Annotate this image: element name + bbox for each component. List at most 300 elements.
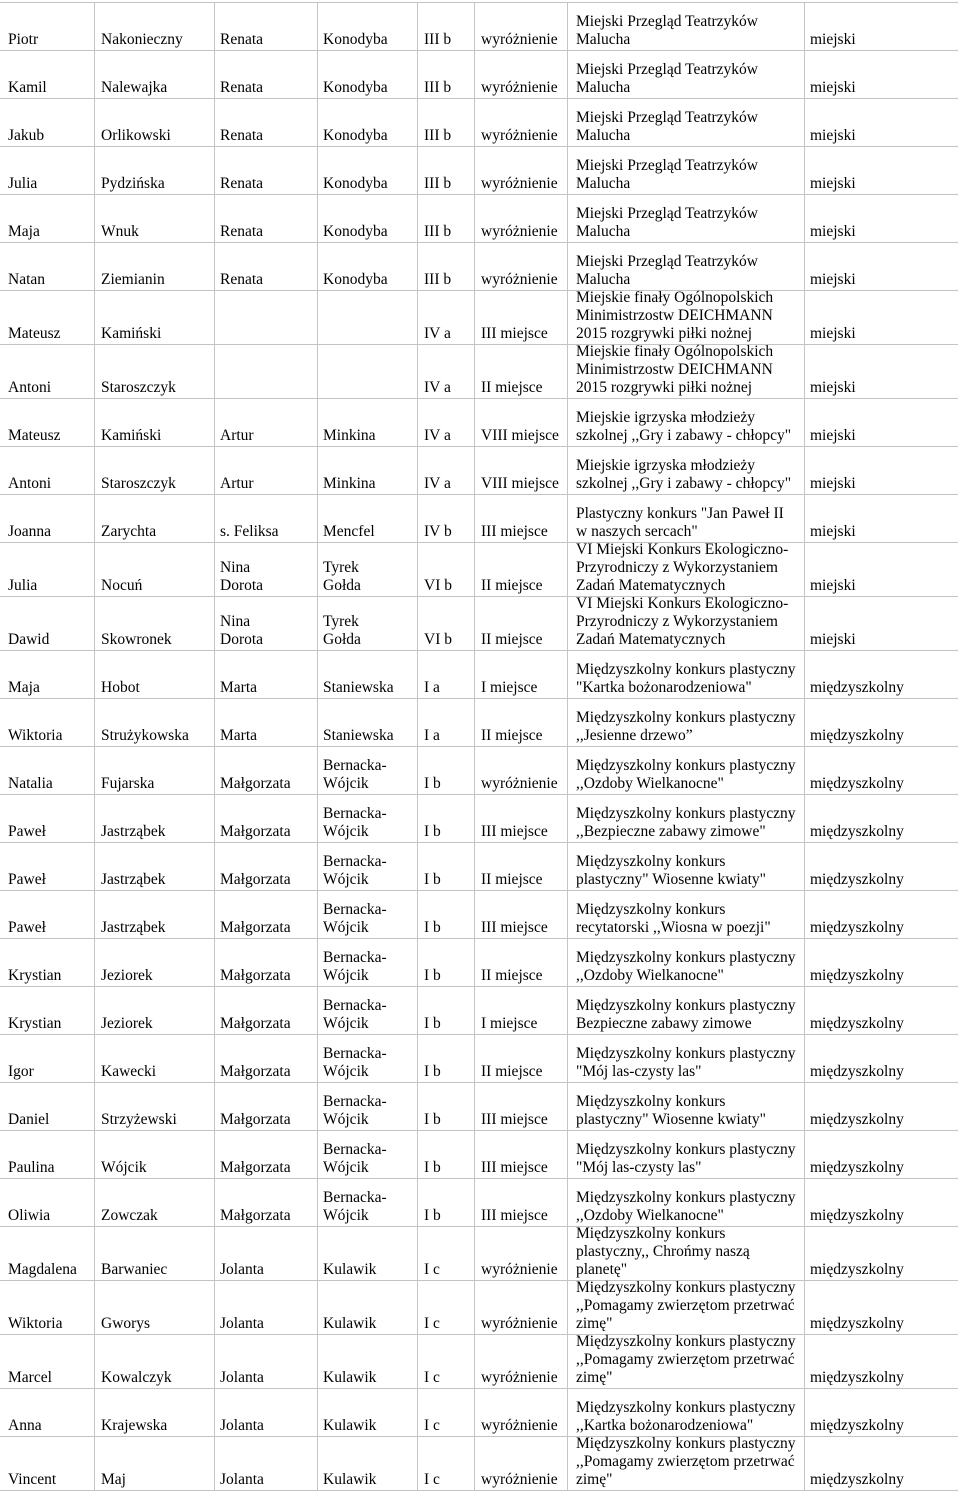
student-last-name-cell [95,1281,215,1334]
result-cell [475,243,568,290]
competition-cell [568,1083,805,1130]
teacher-last-name-text: Bernacka- [323,805,387,822]
competition-cell [568,99,805,146]
level-text: międzyszkolny [810,775,904,792]
result-text: II miejsce [481,1063,543,1080]
result-cell [475,1083,568,1130]
result-text: wyróżnienie [481,175,558,192]
table-row [0,291,958,345]
table-row [0,1335,958,1389]
teacher-first-name-text: Małgorzata [220,775,291,792]
teacher-last-name-text: Tyrek [323,613,359,630]
student-first-name-cell [0,1179,95,1226]
teacher-last-name-text: Wójcik [323,1159,369,1176]
teacher-last-name-cell [318,1389,418,1436]
teacher-last-name-text: Wójcik [323,1111,369,1128]
table-row [0,543,958,597]
competition-text: ,,Pomagamy zwierzętom przetrwać [576,1351,795,1368]
table-row [0,1035,958,1083]
competition-text: plastyczny" Wiosenne kwiaty" [576,1111,766,1128]
teacher-last-name-text: Gołda [323,577,361,594]
competition-cell [568,1227,805,1280]
teacher-last-name-cell [318,651,418,698]
competition-cell [568,1179,805,1226]
competition-text: recytatorski ,,Wiosna w poezji" [576,919,771,936]
class-cell [418,3,475,50]
competition-text: Przyrodniczy z Wykorzystaniem [576,559,778,576]
competition-text: ,,Jesienne drzewo” [576,727,693,744]
result-text: II miejsce [481,967,543,984]
student-first-name-cell [0,987,95,1034]
teacher-first-name-text: Małgorzata [220,1207,291,1224]
class-cell [418,891,475,938]
result-text: III miejsce [481,1207,548,1224]
class-text: I b [424,919,441,936]
competition-text: Międzyszkolny konkurs [576,1225,726,1242]
student-first-name-text: Paweł [8,871,46,888]
student-last-name-cell [95,843,215,890]
class-cell [418,243,475,290]
table-row [0,243,958,291]
student-first-name-text: Natan [8,271,46,288]
result-cell [475,1179,568,1226]
result-cell [475,891,568,938]
student-last-name-cell [95,99,215,146]
competition-text: Międzyszkolny konkurs plastyczny [576,757,796,774]
level-text: międzyszkolny [810,919,904,936]
class-text: VI b [424,577,452,594]
teacher-first-name-text: Jolanta [220,1261,264,1278]
teacher-last-name-cell [318,51,418,98]
teacher-last-name-cell [318,1035,418,1082]
student-last-name-cell [95,939,215,986]
teacher-last-name-text: Wójcik [323,871,369,888]
class-text: I b [424,967,441,984]
student-first-name-text: Magdalena [8,1261,77,1278]
level-text: miejski [810,271,856,288]
competition-text: Przyrodniczy z Wykorzystaniem [576,613,778,630]
teacher-first-name-text: Artur [220,475,254,492]
table-row [0,795,958,843]
teacher-last-name-cell [318,597,418,650]
result-cell [475,939,568,986]
student-last-name-text: Nalewajka [101,79,168,96]
student-last-name-text: Staroszczyk [101,475,176,492]
level-text: miejski [810,523,856,540]
teacher-first-name-cell [215,291,318,344]
teacher-last-name-cell [318,99,418,146]
class-text: I b [424,871,441,888]
competition-cell [568,843,805,890]
student-first-name-text: Daniel [8,1111,50,1128]
level-cell [805,597,958,650]
teacher-first-name-cell [215,495,318,542]
level-text: międzyszkolny [810,1111,904,1128]
result-cell [475,1035,568,1082]
teacher-first-name-cell [215,987,318,1034]
competition-text: Miejskie igrzyska młodzieży [576,457,756,474]
student-last-name-cell [95,399,215,446]
class-text: I a [424,727,440,744]
student-last-name-text: Staroszczyk [101,379,176,396]
competition-cell [568,1281,805,1334]
teacher-first-name-cell [215,939,318,986]
teacher-last-name-cell [318,843,418,890]
table-row [0,987,958,1035]
result-cell [475,3,568,50]
table-row [0,1179,958,1227]
student-first-name-cell [0,399,95,446]
student-last-name-text: Strużykowska [101,727,189,744]
student-last-name-cell [95,1437,215,1490]
student-first-name-cell [0,1335,95,1388]
student-first-name-text: Dawid [8,631,50,648]
teacher-last-name-cell [318,1335,418,1388]
level-text: międzyszkolny [810,1369,904,1386]
class-cell [418,1035,475,1082]
teacher-last-name-cell [318,891,418,938]
class-cell [418,1281,475,1334]
teacher-first-name-cell [215,1437,318,1490]
teacher-first-name-cell [215,843,318,890]
student-last-name-cell [95,1389,215,1436]
result-text: wyróżnienie [481,79,558,96]
result-cell [475,1281,568,1334]
result-text: VIII miejsce [481,427,559,444]
teacher-first-name-text: Małgorzata [220,1159,291,1176]
student-last-name-text: Nocuń [101,577,143,594]
level-cell [805,699,958,746]
teacher-first-name-cell [215,3,318,50]
level-text: międzyszkolny [810,1315,904,1332]
competition-text: Miejski Przegląd Teatrzyków [576,205,758,222]
class-cell [418,939,475,986]
student-last-name-cell [95,447,215,494]
result-cell [475,195,568,242]
student-last-name-cell [95,243,215,290]
level-cell [805,1281,958,1334]
table-row [0,51,958,99]
teacher-first-name-cell [215,51,318,98]
level-text: międzyszkolny [810,1159,904,1176]
student-first-name-cell [0,243,95,290]
competition-text: Międzyszkolny konkurs plastyczny [576,1399,796,1416]
result-text: wyróżnienie [481,775,558,792]
result-cell [475,699,568,746]
result-cell [475,1335,568,1388]
class-text: IV a [424,475,451,492]
result-text: III miejsce [481,1111,548,1128]
student-last-name-cell [95,891,215,938]
teacher-first-name-text: s. Feliksa [220,523,279,540]
class-cell [418,747,475,794]
class-text: I c [424,1471,440,1488]
competition-cell [568,51,805,98]
level-text: miejski [810,175,856,192]
teacher-last-name-cell [318,1227,418,1280]
teacher-last-name-cell [318,795,418,842]
student-last-name-cell [95,51,215,98]
competition-cell [568,795,805,842]
teacher-first-name-cell [215,651,318,698]
teacher-first-name-cell [215,1389,318,1436]
class-cell [418,495,475,542]
result-text: III miejsce [481,325,548,342]
student-first-name-cell [0,345,95,398]
teacher-last-name-cell [318,399,418,446]
student-first-name-cell [0,747,95,794]
competition-text: ,,Ozdoby Wielkanocne" [576,967,724,984]
competition-text: Zadań Matematycznych [576,631,726,648]
class-cell [418,99,475,146]
class-cell [418,147,475,194]
result-cell [475,987,568,1034]
result-cell [475,1389,568,1436]
student-last-name-text: Jastrząbek [101,871,166,888]
class-text: I c [424,1417,440,1434]
teacher-last-name-text: Minkina [323,427,376,444]
class-text: III b [424,271,452,288]
table-row [0,699,958,747]
level-cell [805,1437,958,1490]
teacher-last-name-text: Kulawik [323,1315,377,1332]
class-cell [418,195,475,242]
level-cell [805,891,958,938]
competition-text: 2015 rozgrywki piłki nożnej [576,379,753,396]
result-cell [475,747,568,794]
student-last-name-text: Barwaniec [101,1261,168,1278]
student-last-name-cell [95,699,215,746]
teacher-last-name-text: Staniewska [323,727,394,744]
teacher-last-name-text: Kulawik [323,1417,377,1434]
competition-cell [568,1437,805,1490]
student-first-name-text: Antoni [8,379,52,396]
teacher-last-name-cell [318,447,418,494]
class-cell [418,1083,475,1130]
level-cell [805,543,958,596]
level-cell [805,399,958,446]
level-cell [805,1227,958,1280]
class-text: I b [424,1111,441,1128]
teacher-first-name-text: Małgorzata [220,1111,291,1128]
student-last-name-cell [95,1227,215,1280]
competition-cell [568,1131,805,1178]
competition-text: Bezpieczne zabawy zimowe [576,1015,752,1032]
student-first-name-cell [0,51,95,98]
competition-text: "Mój las-czysty las" [576,1063,702,1080]
student-last-name-text: Hobot [101,679,140,696]
student-first-name-cell [0,1083,95,1130]
class-text: IV a [424,427,451,444]
class-cell [418,1335,475,1388]
teacher-last-name-cell [318,1281,418,1334]
table-row [0,345,958,399]
teacher-first-name-text: Marta [220,679,258,696]
class-text: IV a [424,325,451,342]
teacher-last-name-text: Bernacka- [323,949,387,966]
teacher-last-name-cell [318,747,418,794]
competition-text: Międzyszkolny konkurs [576,1093,726,1110]
class-cell [418,345,475,398]
teacher-first-name-text: Małgorzata [220,967,291,984]
table-row [0,939,958,987]
result-text: wyróżnienie [481,31,558,48]
student-last-name-cell [95,1335,215,1388]
competition-text: planetę" [576,1261,628,1278]
competition-text: Miejski Przegląd Teatrzyków [576,109,758,126]
level-text: miejski [810,31,856,48]
class-text: VI b [424,631,452,648]
class-text: IV a [424,379,451,396]
level-text: miejski [810,475,856,492]
level-cell [805,195,958,242]
competition-text: ,,Ozdoby Wielkanocne" [576,1207,724,1224]
class-cell [418,651,475,698]
result-text: I miejsce [481,1015,538,1032]
teacher-first-name-text: Renata [220,79,264,96]
teacher-first-name-cell [215,1335,318,1388]
student-last-name-text: Zowczak [101,1207,158,1224]
competition-text: Międzyszkolny konkurs plastyczny [576,949,796,966]
level-cell [805,51,958,98]
class-cell [418,291,475,344]
competition-text: Międzyszkolny konkurs plastyczny [576,1189,796,1206]
class-text: I c [424,1315,440,1332]
teacher-first-name-cell [215,1035,318,1082]
teacher-last-name-text: Minkina [323,475,376,492]
teacher-last-name-cell [318,1179,418,1226]
level-cell [805,1035,958,1082]
level-text: międzyszkolny [810,1417,904,1434]
result-text: I miejsce [481,679,538,696]
competition-text: Malucha [576,31,631,48]
level-text: miejski [810,631,856,648]
level-cell [805,1335,958,1388]
result-cell [475,291,568,344]
table-row [0,597,958,651]
teacher-last-name-text: Bernacka- [323,1189,387,1206]
result-text: wyróżnienie [481,1471,558,1488]
student-first-name-cell [0,699,95,746]
teacher-first-name-text: Renata [220,175,264,192]
competition-text: Międzyszkolny konkurs plastyczny [576,709,796,726]
level-cell [805,291,958,344]
student-last-name-cell [95,345,215,398]
competition-text: plastyczny" Wiosenne kwiaty" [576,871,766,888]
level-text: miejski [810,127,856,144]
result-cell [475,651,568,698]
class-text: III b [424,127,452,144]
result-text: VIII miejsce [481,475,559,492]
competition-text: Plastyczny konkurs "Jan Paweł II [576,505,784,522]
teacher-first-name-text: Jolanta [220,1369,264,1386]
student-first-name-text: Maja [8,679,40,696]
teacher-first-name-text: Małgorzata [220,823,291,840]
teacher-last-name-cell [318,543,418,596]
student-first-name-text: Kamil [8,79,47,96]
level-text: miejski [810,223,856,240]
teacher-first-name-cell [215,1179,318,1226]
level-cell [805,147,958,194]
competition-text: "Kartka bożonarodzeniowa" [576,679,752,696]
teacher-first-name-text: Dorota [220,577,264,594]
teacher-first-name-cell [215,891,318,938]
competition-cell [568,1035,805,1082]
competition-cell [568,495,805,542]
result-text: wyróżnienie [481,1369,558,1386]
level-cell [805,1131,958,1178]
level-cell [805,1389,958,1436]
table-row [0,1389,958,1437]
result-cell [475,1131,568,1178]
competition-text: Międzyszkolny konkurs plastyczny [576,997,796,1014]
competition-text: Międzyszkolny konkurs plastyczny [576,661,796,678]
competition-text: plastyczny,, Chrońmy naszą [576,1243,750,1260]
teacher-last-name-text: Kulawik [323,1471,377,1488]
class-cell [418,1179,475,1226]
results-table [0,2,958,1491]
teacher-last-name-cell [318,699,418,746]
competition-cell [568,291,805,344]
student-first-name-cell [0,291,95,344]
level-text: międzyszkolny [810,1207,904,1224]
teacher-last-name-text: Kulawik [323,1369,377,1386]
student-last-name-cell [95,543,215,596]
teacher-last-name-text: Wójcik [323,919,369,936]
class-cell [418,597,475,650]
class-cell [418,543,475,596]
competition-cell [568,987,805,1034]
competition-cell [568,195,805,242]
student-last-name-text: Jastrząbek [101,919,166,936]
student-last-name-cell [95,597,215,650]
class-text: III b [424,223,452,240]
student-last-name-text: Kowalczyk [101,1369,172,1386]
level-cell [805,495,958,542]
level-text: międzyszkolny [810,1015,904,1032]
table-row [0,399,958,447]
student-first-name-cell [0,891,95,938]
student-first-name-text: Krystian [8,967,62,984]
level-cell [805,795,958,842]
student-last-name-text: Wnuk [101,223,139,240]
teacher-first-name-cell [215,1083,318,1130]
result-text: II miejsce [481,577,543,594]
student-last-name-text: Kamiński [101,325,162,342]
student-first-name-cell [0,597,95,650]
class-cell [418,795,475,842]
student-last-name-cell [95,291,215,344]
student-first-name-text: Mateusz [8,427,61,444]
competition-text: ,,Kartka bożonarodzeniowa" [576,1417,754,1434]
teacher-last-name-text: Wójcik [323,823,369,840]
teacher-first-name-cell [215,543,318,596]
level-cell [805,1083,958,1130]
competition-cell [568,1335,805,1388]
student-last-name-text: Strzyżewski [101,1111,177,1128]
student-last-name-text: Kawecki [101,1063,157,1080]
level-text: międzyszkolny [810,1063,904,1080]
student-first-name-cell [0,447,95,494]
level-text: międzyszkolny [810,967,904,984]
student-last-name-cell [95,1131,215,1178]
teacher-first-name-text: Dorota [220,631,264,648]
competition-text: Międzyszkolny konkurs plastyczny [576,1333,796,1350]
teacher-last-name-text: Konodyba [323,175,388,192]
table-row [0,447,958,495]
student-first-name-text: Julia [8,577,38,594]
student-first-name-cell [0,3,95,50]
